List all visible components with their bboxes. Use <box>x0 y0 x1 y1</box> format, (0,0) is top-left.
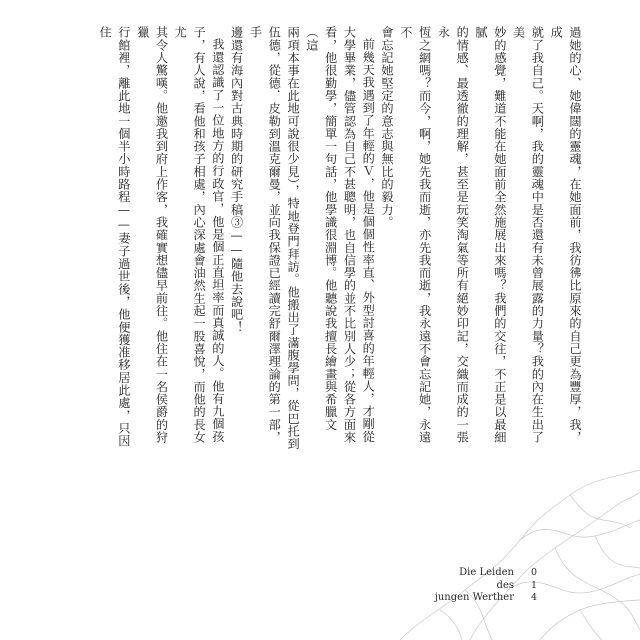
decorative-line-art <box>380 470 640 640</box>
book-title-line: des <box>496 579 514 591</box>
book-title-line: jungen Werther <box>434 592 514 603</box>
text-column: 我還認識了一位地方的行政官，他是個正直坦率而真誠的人。他有九個孩 <box>210 38 225 443</box>
page-number <box>527 567 541 605</box>
text-column: 的情感、最透徹的理解，甚至是玩笑淘氣等所有絕妙印記，交織而成的一張永 <box>436 26 470 444</box>
text-column: 就了我自己。天啊，我的靈魂中是否還有未曾展露的力量？我的內在生出了美 <box>511 26 545 444</box>
text-column: 前幾天我遇到了年輕的Ｖ，他是個個性率直、外型討喜的年輕人，才剛從 <box>361 38 376 443</box>
text-column: 會忘記她堅定的意志與無比的毅力。 <box>380 26 395 229</box>
text-column: 妙的感覺，難道不能在她面前全然施展出來嗎？我們的交往，不正是以最細膩 <box>474 26 507 444</box>
text-column: 大學畢業，儘管認為自己不甚聰明，也自信學的並不比別人少；從各方面來 <box>342 26 357 444</box>
text-column: 子，有人說，看他和孩子相處，內心深處會油然生起一股喜悅，而他的長女尤 <box>173 26 207 444</box>
book-title-line: Die Leiden <box>459 567 514 578</box>
page-number-digit: 0 <box>530 567 538 578</box>
text-column: 伍德，從德．皮勒到溫克爾曼，並向我保證已經讀完舒爾澤理論的第一部，手 <box>248 26 282 444</box>
text-column: 過她的心、她偉闊的靈魂，在她面前，我彷彿比原來的自己更為豐厚，我，成 <box>549 26 582 444</box>
text-column: 其令人驚嘆。他邀我到府上作客，我確實想儘早前往。他住在一名侯爵的狩獵 <box>135 26 169 444</box>
text-column: 兩項本事在此地可說很少見），特地登門拜訪。他搬出了滿腹學問，從巴托到 <box>286 26 301 450</box>
book-title-footer <box>394 567 514 605</box>
text-column: 看，他很勤學，簡單一句話，他學識很淵博。他聽說我擅長繪畫與希臘文（這 <box>304 26 338 431</box>
text-column: 邊還有海內對古典時期的研究手稿③——隨他去說吧！ <box>229 26 244 334</box>
text-column: 行館裡，離此地一個半小時路程——妻子過世後，他便獲准移居此處，只因住 <box>98 26 131 448</box>
text-column: 恆之網嗎？而今，啊，她先我而逝，亦先我而逝，我永遠不會忘記她，永遠不 <box>398 26 432 444</box>
body-text <box>95 26 584 456</box>
page-number-digit: 1 <box>530 579 538 591</box>
page-number-digit: 4 <box>530 592 538 603</box>
